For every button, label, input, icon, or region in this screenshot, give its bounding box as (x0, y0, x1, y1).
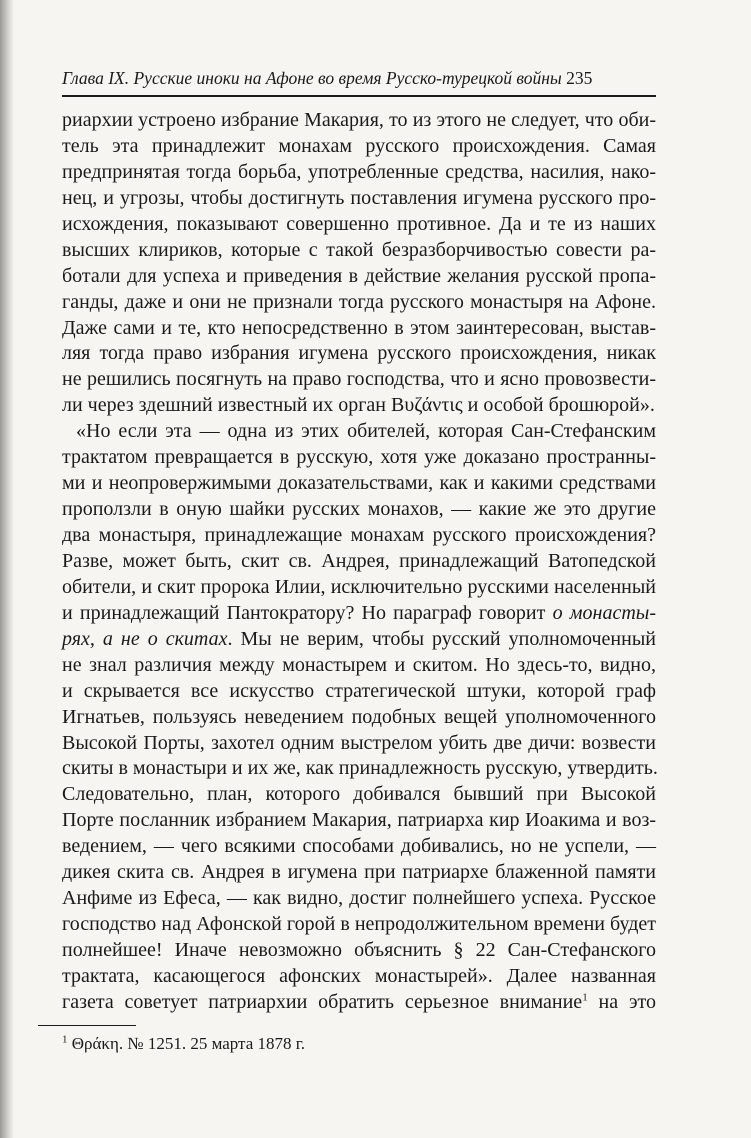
text-line: ганды, даже и они не признали тогда русского монастыря на Афоне. (62, 290, 656, 313)
text-line: «Но если эта — одна из этих обителей, которая Сан-Стефанским (76, 420, 656, 443)
text-segment: газета советует патриархии обратить серьезное внимание (62, 990, 583, 1013)
footnote-rule (38, 1025, 136, 1026)
body-text (62, 108, 656, 1016)
text-line: трактата, касающегося афонских монастырей». Далее названная (62, 964, 656, 987)
footnote-text: Θράκη. № 1251. 25 марта 1878 г. (71, 1034, 306, 1053)
text-line: Следовательно, план, которого добивался бывший при Высокой (62, 783, 656, 806)
text-line: Даже сами и те, кто непосредственно в этом заинтересован, выстав- (62, 316, 656, 339)
footnote (62, 1034, 305, 1054)
text-line: предпринятая тогда борьба, употребленные средства, насилия, нако- (62, 160, 656, 183)
text-line: Разве, может быть, скит св. Андрея, принадлежащий Ватопедской (62, 549, 656, 572)
text-line: трактатом превращается в русскую, хотя уже доказано пространны- (62, 446, 656, 469)
text-segment: . Мы не верим, чтобы русский уполномоченный (227, 627, 656, 650)
text-line: два монастыря, принадлежащие монахам русского происхождения? (62, 524, 656, 546)
text-line: ляя тогда право избрания игумена русского происхождения, никак (62, 342, 656, 365)
text-line: Игнатьев, пользуясь неведением подобных вещей уполномоченного (62, 705, 656, 728)
text-line: риархии устроено избрание Макария, то из этого не следует, что оби- (62, 109, 656, 131)
text-line: ли через здешний известный их орган Βυζάντις и особой брошюрой». (62, 394, 655, 417)
text-line-mixed (62, 627, 656, 653)
text-line: высших клириков, которые с такой безразборчивостью совести ра- (62, 238, 656, 261)
footnote-marker: 1 (62, 1033, 68, 1046)
text-line: проползли в оную шайки русских монахов, — какие же это другие (62, 498, 656, 521)
text-line: ботали для успеха и приведения в действие желания русской пропа- (62, 264, 656, 287)
text-line: не знал различия между монастырем и скитом. Но здесь-то, видно, (62, 653, 656, 676)
text-line: не решились посягнуть на право господства, что и ясно провозвести- (62, 368, 656, 391)
footnote-ref[interactable]: 1 (582, 991, 588, 1004)
running-title: Глава IX. Русские иноки на Афоне во время Русско-турецкой войны (62, 68, 562, 88)
text-line: тель эта принадлежит монахам русского происхождения. Самая (62, 134, 656, 157)
text-line: и скрывается все искусство стратегической штуки, которой граф (62, 679, 656, 702)
text-line: нец, и угрозы, чтобы достигнуть поставления игумена русского про- (62, 186, 656, 209)
text-line: Высокой Порты, захотел одним выстрелом убить две дичи: возвести (62, 731, 656, 754)
text-line: Анфиме из Ефеса, — как видно, достиг полнейшего успеха. Русское (62, 887, 656, 910)
text-line: скиты в монастыри и их же, как принадлежность русскую, утвердить. (62, 757, 658, 780)
text-line: ведением, — чего всякими способами добивались, но не успели, — (62, 835, 656, 858)
text-segment: на это (587, 990, 657, 1013)
text-line: дикея скита св. Андрея в игумена при патриархе блаженной памяти (62, 861, 656, 884)
page-gutter-shadow (0, 0, 14, 1138)
text-segment: и принадлежащий Пантократору? Но параграф говорит (62, 601, 546, 624)
italic-segment: рях, а не о скитах (62, 627, 228, 650)
text-line: ми и неопровержимыми доказательствами, как и какими средствами (62, 472, 656, 495)
text-line: исхождения, показывают совершенно противное. Да и те из наших (62, 212, 656, 235)
running-header (62, 68, 662, 89)
text-line: полнейшее! Иначе невозможно объяснить § 22 Сан-Стефанского (62, 939, 656, 961)
text-line-mixed (62, 601, 656, 627)
text-line: обители, и скит пророка Илии, исключительно русскими населенный (62, 575, 656, 598)
text-line: Порте посланник избранием Макария, патриарха кир Иоакима и воз- (62, 809, 656, 832)
header-rule (62, 95, 656, 97)
italic-segment: о монасты- (552, 601, 657, 624)
page-number: 235 (566, 68, 593, 88)
text-line: господство над Афонской горой в непродолжительном времени будет (62, 913, 656, 936)
text-line-mixed (62, 990, 656, 1016)
